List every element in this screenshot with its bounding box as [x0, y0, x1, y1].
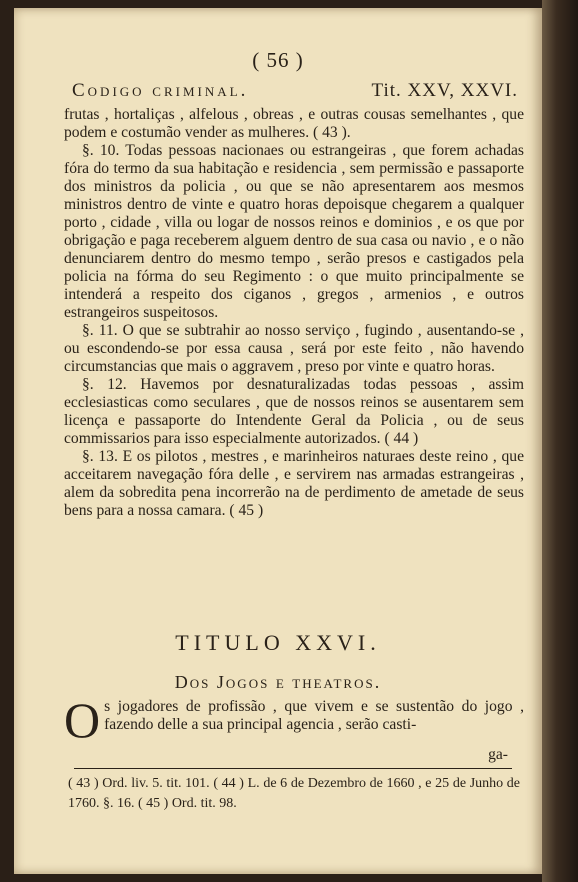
paragraph-section-13: §. 13. E os pilotos , mestres , e marinheiros naturaes deste reino , que acceitarem navegação fóra delle , e servirem nas armadas estrangeiras , alem da sobredita pena incorrerão na de perdimento de ametade de seus bens para a nossa camara. ( 45 ) [64, 448, 524, 519]
paragraph-continuation: frutas , hortaliças , alfelous , obreas , e outras cousas semelhantes , que podem e costumão vender as mulheres. ( 43 ). [64, 106, 524, 141]
opening-paragraph [64, 692, 524, 748]
footnotes: ( 43 ) Ord. liv. 5. tit. 101. ( 44 ) L. de 6 de Dezembro de 1660 , e 25 de Junho de 1760. §. 16. ( 45 ) Ord. tit. 98. [68, 776, 520, 811]
section-title: TITULO XXVI. [175, 630, 381, 655]
main-text [64, 106, 524, 520]
paragraph-section-10: §. 10. Todas pessoas nacionaes ou estrangeiras , que forem achadas fóra do termo da sua habitação e residencia , sem permissão e passaporte dos ministros da policia , ou que se não apresentarem aos mesmos ministros dentro de vinte e quatro horas depoisque chegarem a qualquer porto , cidade , villa ou logar de nossos reinos e dominios , e os que por obrigação e paga receberem alguem dentro de sua casa ou navio , e o não denunciarem dentro do mesmo tempo , serão presos e castigados pela policia na fórma do seu Regimento : o que muito principalmente se intenderá a respeito dos ciganos , gregos , armenios , e outros estrangeiros suspeitosos. [64, 142, 524, 321]
running-head [72, 80, 518, 102]
paragraph-section-12: §. 12. Havemos por desnaturalizadas todas pessoas , assim ecclesiasticas como seculares , que de nossos reinos se ausentarem sem licença e passaporte do Intendente Geral da Policia , ou de seus commissarios para isso especialmente autorizados. ( 44 ) [64, 376, 524, 447]
catchword: ga- [488, 746, 508, 763]
book-page [14, 8, 542, 874]
drop-cap: O [64, 692, 101, 748]
footnote-divider [74, 768, 512, 769]
page-number: ( 56 ) [252, 48, 304, 72]
running-head-title: Codigo criminal. [72, 80, 249, 101]
book-edge [542, 0, 578, 882]
paragraph-section-11: §. 11. O que se subtrahir ao nosso serviço , fugindo , ausentando-se , ou escondendo-se por essa causa , será por este feito , não havendo circumstancias que mais o aggravem , preso por vinte e quatro horas. [64, 322, 524, 375]
opening-text: s jogadores de profissão , que vivem e se sustentão do jogo , fazendo delle a sua principal agencia , serão casti- [104, 698, 524, 733]
running-head-section: Tit. XXV, XXVI. [371, 80, 518, 101]
section-subtitle: Dos Jogos e theatros. [174, 672, 382, 692]
